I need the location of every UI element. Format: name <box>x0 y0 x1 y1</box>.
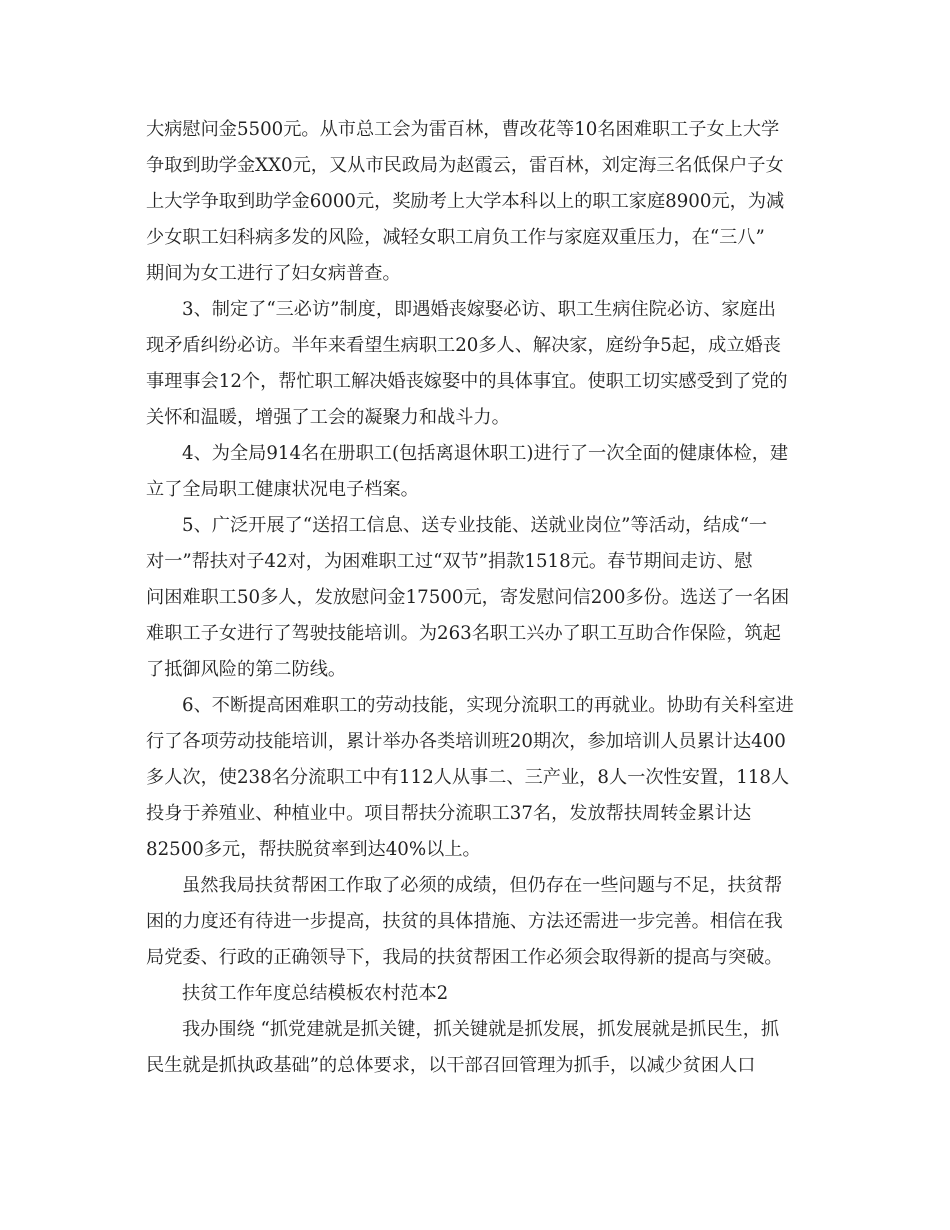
paragraph-medical-aid <box>146 112 810 292</box>
text-line: 6、不断提高困难职工的劳动技能，实现分流职工的再就业。协助有关科室进 <box>182 695 794 716</box>
text-line: 3、制定了“三必访”制度，即遇婚丧嫁娶必访、职工生病住院必访、家庭出 <box>182 299 776 320</box>
text-line: 虽然我局扶贫帮困工作取了必须的成绩，但仍存在一些问题与不足，扶贫帮 <box>182 875 783 896</box>
text-line: 事理事会12个，帮忙职工解决婚丧嫁娶中的具体事宜。使职工切实感受到了党的 <box>146 371 788 392</box>
paragraph-item-5 <box>146 508 810 688</box>
text-line: 4、为全局914名在册职工(包括离退休职工)进行了一次全面的健康体检，建 <box>182 443 789 464</box>
text-line: 难职工子女进行了驾驶技能培训。为263名职工兴办了职工互助合作保险，筑起 <box>146 623 781 644</box>
text-line: 投身于养殖业、种植业中。项目帮扶分流职工37名，发放帮扶周转金累计达 <box>146 803 752 824</box>
paragraph-item-3 <box>146 292 810 436</box>
text-line: 5、广泛开展了“送招工信息、送专业技能、送就业岗位”等活动，结成“一 <box>182 515 768 536</box>
text-line: 关怀和温暖，增强了工会的凝聚力和战斗力。 <box>146 407 510 428</box>
text-line: 对一”帮扶对子42对，为困难职工过“双节”捐款1518元。春节期间走访、慰 <box>146 551 753 572</box>
paragraph-conclusion <box>146 868 810 976</box>
text-line: 立了全局职工健康状况电子档案。 <box>146 479 419 500</box>
text-line: 多人次，使238名分流职工中有112人从事二、三产业，8人一次性安置，118人 <box>146 767 790 788</box>
text-line: 我办围绕 “抓党建就是抓关键，抓关键就是抓发展，抓发展就是抓民生，抓 <box>182 1019 780 1040</box>
text-line: 民生就是抓执政基础”的总体要求，以干部召回管理为抓手，以减少贫困人口 <box>146 1055 756 1076</box>
section-title: 扶贫工作年度总结模板农村范本2 <box>182 983 449 1004</box>
section-heading <box>146 976 810 1012</box>
text-line: 期间为女工进行了妇女病普查。 <box>146 263 401 284</box>
text-line: 了抵御风险的第二防线。 <box>146 659 347 680</box>
text-line: 争取到助学金XX0元，又从市民政局为赵霞云，雷百林，刘定海三名低保户子女 <box>146 155 784 176</box>
text-line: 82500多元，帮扶脱贫率到达40%以上。 <box>146 839 481 860</box>
paragraph-item-6 <box>146 688 810 868</box>
text-line: 问困难职工50多人，发放慰问金17500元，寄发慰问信200多份。选送了一名困 <box>146 587 790 608</box>
document-body <box>146 112 810 1084</box>
text-line: 少女职工妇科病多发的风险，减轻女职工肩负工作与家庭双重压力，在“三八” <box>146 227 765 248</box>
text-line: 上大学争取到助学金6000元，奖励考上大学本科以上的职工家庭8900元，为减 <box>146 191 785 212</box>
text-line: 局党委、行政的正确领导下，我局的扶贫帮困工作必须会取得新的提高与突破。 <box>146 947 783 968</box>
text-line: 大病慰问金5500元。从市总工会为雷百林，曹改花等10名困难职工子女上大学 <box>146 119 780 140</box>
paragraph-item-4 <box>146 436 810 508</box>
paragraph-intro-2 <box>146 1012 810 1084</box>
text-line: 现矛盾纠纷必访。半年来看望生病职工20多人、解决家，庭纷争5起，成立婚丧 <box>146 335 781 356</box>
text-line: 困的力度还有待进一步提高，扶贫的具体措施、方法还需进一步完善。相信在我 <box>146 911 783 932</box>
text-line: 行了各项劳动技能培训，累计举办各类培训班20期次，参加培训人员累计达400 <box>146 731 786 752</box>
